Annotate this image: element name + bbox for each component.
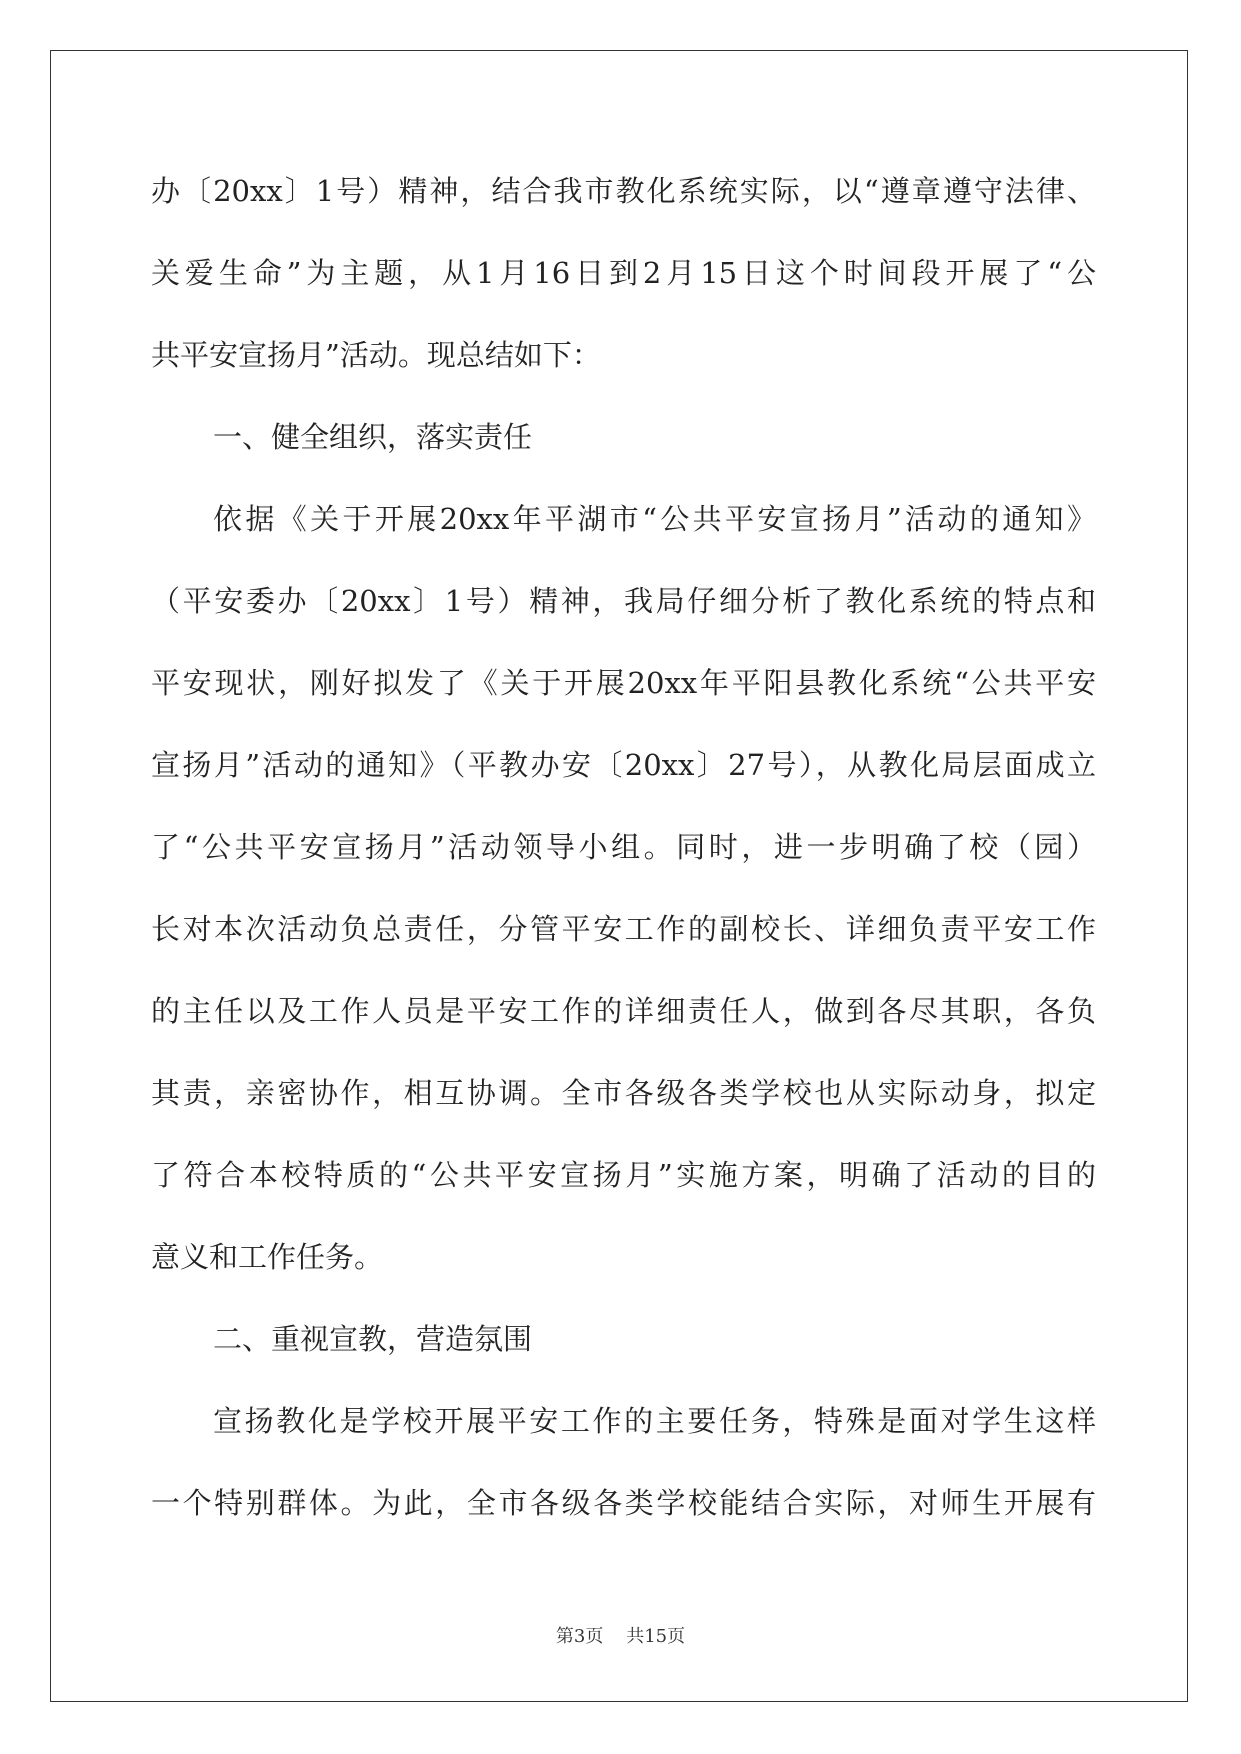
- paragraph-line: 共平安宣扬月”活动。现总结如下：: [151, 338, 601, 372]
- document-body: [151, 150, 1096, 1544]
- paragraph-line: 关爱生命”为主题，从1月16日到2月15日这个时间段开展了“公: [151, 256, 1096, 290]
- paragraph-line: 办〔20xx〕1号）精神，结合我市教化系统实际，以“遵章遵守法律、: [151, 174, 1096, 208]
- page-total: 共15页: [626, 1626, 686, 1647]
- paragraph-line: 了符合本校特质的“公共平安宣扬月”实施方案，明确了活动的目的: [151, 1158, 1096, 1192]
- paragraph-line: 其责，亲密协作，相互协调。全市各级各类学校也从实际动身，拟定: [151, 1076, 1096, 1110]
- paragraph-line: （平安委办〔20xx〕1号）精神，我局仔细分析了教化系统的特点和: [151, 584, 1096, 618]
- page-footer: [0, 1622, 1241, 1648]
- paragraph-line: 意义和工作任务。: [151, 1240, 384, 1274]
- paragraph-line: 长对本次活动负总责任，分管平安工作的副校长、详细负责平安工作: [151, 912, 1096, 946]
- paragraph-line: 一个特别群体。为此，全市各级各类学校能结合实际，对师生开展有: [151, 1486, 1096, 1520]
- section-heading: 二、重视宣教，营造氛围: [213, 1322, 533, 1356]
- section-heading: 一、健全组织，落实责任: [213, 420, 533, 454]
- paragraph-line: 依据《关于开展20xx年平湖市“公共平安宣扬月”活动的通知》: [213, 502, 1096, 536]
- paragraph-line: 的主任以及工作人员是平安工作的详细责任人，做到各尽其职，各负: [151, 994, 1096, 1028]
- paragraph-line: 宣扬教化是学校开展平安工作的主要任务，特殊是面对学生这样: [213, 1404, 1096, 1438]
- paragraph-line: 平安现状，刚好拟发了《关于开展20xx年平阳县教化系统“公共平安: [151, 666, 1096, 700]
- page-number: 第3页: [555, 1626, 604, 1647]
- paragraph-line: 宣扬月”活动的通知》（平教办安〔20xx〕27号），从教化局层面成立: [151, 748, 1096, 782]
- paragraph-line: 了“公共平安宣扬月”活动领导小组。同时，进一步明确了校（园）: [151, 830, 1096, 864]
